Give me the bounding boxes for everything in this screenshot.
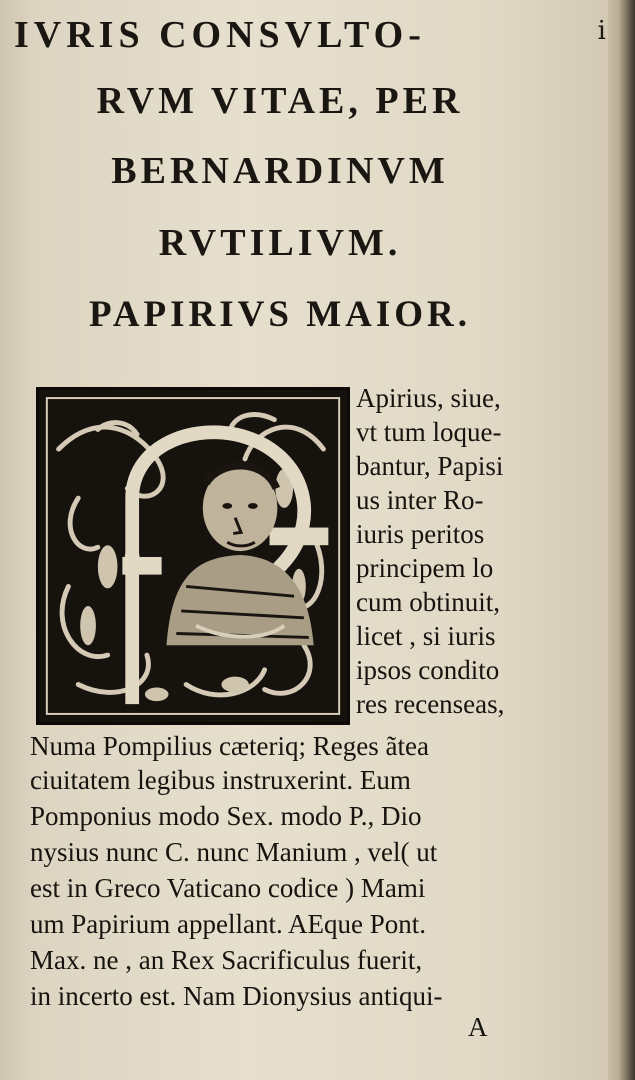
text-line: licet , si iuris bbox=[356, 621, 496, 651]
text-line: Numa Pompilius cæteriq; Reges ãtea bbox=[30, 731, 429, 761]
text-line: res recenseas, bbox=[356, 689, 505, 719]
title-line-3: BERNARDINVM bbox=[111, 150, 449, 192]
text-line: in incerto est. Nam Dionysius antiqui- bbox=[30, 981, 443, 1011]
text-line: Pomponius modo Sex. modo P., Dio bbox=[30, 801, 422, 831]
page-edge bbox=[608, 0, 635, 1080]
catchword: A bbox=[468, 1012, 488, 1042]
text-line: um Papirium appellant. AEque Pont. bbox=[30, 909, 426, 939]
text-line: cum obtinuit, bbox=[356, 587, 500, 617]
text-line: ciuitatem legibus instruxerint. Eum bbox=[30, 765, 411, 795]
woodcut-initial bbox=[36, 387, 350, 725]
page-number: i bbox=[597, 16, 606, 46]
text-line: Apirius, siue, bbox=[356, 383, 501, 413]
text-line: vt tum loque- bbox=[356, 417, 502, 447]
title-line-1: IVRIS CONSVLTO- bbox=[14, 14, 426, 56]
text-line: Max. ne , an Rex Sacrificulus fuerit, bbox=[30, 945, 423, 975]
section-heading: PAPIRIVS MAIOR. bbox=[88, 294, 472, 335]
title-line-2: RVM VITAE, PER bbox=[96, 80, 464, 122]
text-line: principem lo bbox=[356, 553, 494, 583]
text-line: us inter Ro- bbox=[356, 485, 484, 515]
text-line: bantur, Papisi bbox=[356, 451, 504, 481]
text-line: ipsos condito bbox=[356, 655, 500, 685]
woodcut-initial-p-image bbox=[39, 390, 347, 722]
text-line: iuris peritos bbox=[356, 519, 485, 549]
text-line: nysius nunc C. nunc Manium , vel( ut bbox=[30, 837, 438, 867]
title-line-4: RVTILIVM. bbox=[158, 222, 402, 264]
text-line: est in Greco Vaticano codice ) Mami bbox=[30, 873, 426, 903]
